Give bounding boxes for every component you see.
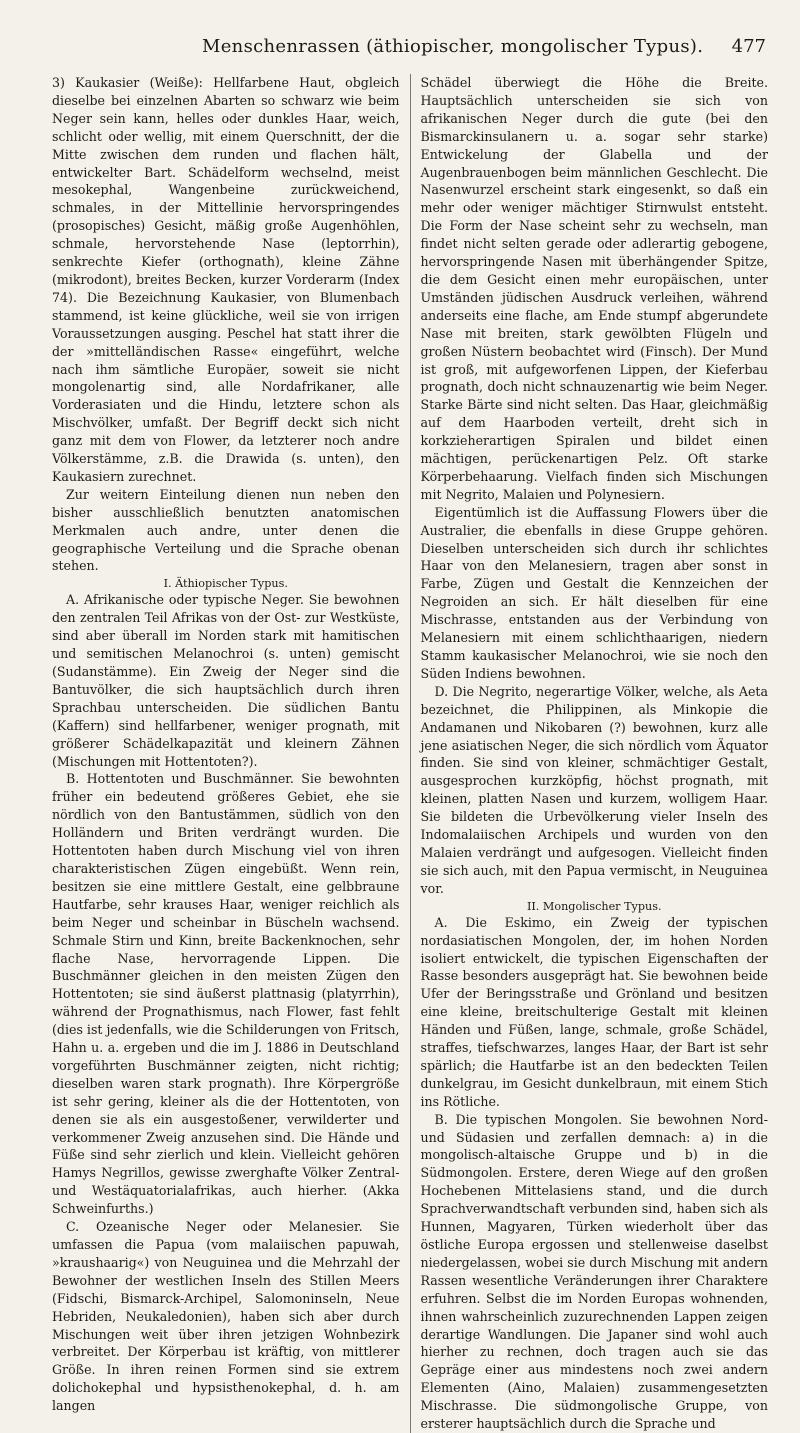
paragraph-hottentoten: B. Hottentoten und Buschmänner. Sie bewohnten früher ein bedeutend größeres Gebiet, ehe sie nördlich von den Bantustämmen, südlich von den Holländern und Briten verdrängt wurden. Die Hottentoten haben durch Mischung viel von ihren charakteristischen Zügen eingebüßt. Wenn rein, besitzen sie eine mittlere Gestalt, eine gelbbraune Hautfarbe, sehr krauses Haar, weniger reichlich als beim Neger und scheinbar in Büscheln wachsend. Schmale Stirn und Kinn, breite Backenknochen, sehr flache Nase, hervorragende Lippen. Die Buschmänner gleichen in den meisten Zügen den Hottentoten; sie sind äußerst plattnasig (platyrrhin), während der Prognathismus, nach Flower, fast fehlt (dies ist jedenfalls, wie die Schilderungen von Fritsch, Hahn u. a. ergeben und die im J. 1886 in Deutschland vorgeführten Buschmänner zeigten, nicht richtig; dieselben waren stark prognath). Ihre Körpergröße ist sehr gering, kleiner als die der Hottentoten, von denen sie als ein ausgestoßener, verwilderter und verkommener Zweig anzusehen sind. Die Hände und Füße sind sehr zierlich und klein. Vielleicht gehören Hamys Negrillos, gewisse zwerghafte Völker Zentral- und Westäquatorialafrikas, auch hierher. (Akka Schweinfurths.) bbox=[52, 771, 400, 1217]
page-header bbox=[52, 36, 768, 66]
paragraph-schaedel: Schädel überwiegt die Höhe die Breite. Hauptsächlich unterscheiden sie sich von afrikanischen Neger durch die gute (bei den Bismarckinsulanern u. a. sogar sehr starke) Entwickelung der Glabella und der Augenbrauenbogen beim männlichen Geschlecht. Die Nasenwurzel erscheint stark eingesenkt, so daß ein mehr oder weniger mächtiger Stirnwulst entsteht. Die Form der Nase scheint sehr zu wechseln, man findet nicht selten gerade oder adlerartig gebogene, hervorspringende Nasen mit überhängender Spitze, die dem Gesicht einen mehr europäischen, unter Umständen jüdischen Ausdruck verleihen, während anderseits eine flache, am Ende stumpf abgerundete Nase mit breiten, stark gewölbten Flügeln und großen Nüstern beobachtet wird (Finsch). Der Mund ist groß, mit aufgeworfenen Lippen, der Kieferbau prognath, doch nicht schnauzenartig wie beim Neger. Starke Bärte sind nicht selten. Das Haar, gleichmäßig auf dem Haarboden verteilt, dreht sich in korkzieherartigen Spiralen und bildet einen mächtigen, perückenartigen Pelz. Oft starke Körperbehaarung. Vielfach finden sich Mischungen mit Negrito, Malaien und Polynesiern. bbox=[420, 75, 768, 502]
paragraph-typische-mongolen: B. Die typischen Mongolen. Sie bewohnen Nord- und Südasien und zerfallen demnach: a) in die mongolisch-altaische Gruppe und b) in die Südmongolen. Erstere, deren Wiege auf den großen Hochebenen Mittelasiens stand, und die durch Sprachverwandtschaft verbunden sind, haben sich als Hunnen, Magyaren, Türken wiederholt über das östliche Europa ergossen und stellenweise daselbst niedergelassen, wobei sie durch Mischung mit andern Rassen wesentliche Veränderungen ihrer Charaktere erfuhren. Selbst die im Norden Europas wohnenden, ihnen wahrscheinlich zuzurechnenden Lappen zeigen derartige Wandlungen. Die Japaner sind wohl auch hierher zu rechnen, doch tragen auch sie das Gepräge einer aus mindestens noch zwei andern Elementen (Aino, Malaien) zusammengesetzten Mischrasse. Die südmongolische Gruppe, von ersterer hauptsächlich durch die Sprache und bbox=[420, 1111, 768, 1432]
text-columns bbox=[52, 74, 768, 1433]
paragraph-eskimo: A. Die Eskimo, ein Zweig der typischen nordasiatischen Mongolen, der, im hohen Norden isoliert entwickelt, die typischen Eigenschaften der Rasse besonders ausgeprägt hat. Sie bewohnen beide Ufer der Beringsstraße und Grönland und besitzen eine kleine, breitschulterige Gestalt mit kleinen Händen und Füßen, lange, schmale, große Schädel, straffes, tiefschwarzes, langes Haar, der Bart ist sehr spärlich; die Hautfarbe ist an den bedeckten Teilen dunkelgrau, im Gesicht dunkelbraun, mit einem Stich ins Rötliche. bbox=[420, 914, 768, 1109]
paragraph-kaukasier: 3) Kaukasier (Weiße): Hellfarbene Haut, obgleich dieselbe bei einzelnen Abarten so schwarz wie beim Neger sein kann, helles oder dunkles Haar, weich, schlicht oder wellig, mit einem Querschnitt, der die Mitte zwischen dem runden und flachen hält, entwickelter Bart. Schädelform wechselnd, meist mesokephal, Wangenbeine zurückweichend, schmales, in der Mittellinie hervorspringendes (prosopisches) Gesicht, mäßig große Augenhöhlen, schmale, hervorstehende Nase (leptorrhin), senkrechte Kiefer (orthognath), kleine Zähne (mikrodont), breites Becken, kurzer Vorderarm (Index 74). Die Bezeichnung Kaukasier, von Blumenbach stammend, ist keine glückliche, weil sie von irrigen Voraussetzungen ausging. Peschel hat statt ihrer die der »mittelländischen Rasse« eingeführt, welche nach ihm sämtliche Europäer, soweit sie nicht mongolenartig sind, alle Nordafrikaner, alle Vorderasiaten und die Hindu, letztere schon als Mischvölker, umfaßt. Der Begriff deckt sich nicht ganz mit dem von Flower, da letzterer noch andre Völkerstämme, z.B. die Drawida (s. unten), den Kaukasiern zurechnet. bbox=[52, 75, 400, 484]
paragraph-negrito: D. Die Negrito, negerartige Völker, welche, als Aeta bezeichnet, die Philippinen, als Minkopie die Andamanen und Nikobaren (?) bewohnen, kurz alle jene asiatischen Neger, die sich nördlich vom Äquator finden. Sie sind von kleiner, schmächtiger Gestalt, ausgesprochen kurzköpfig, höchst prognath, mit kleinen, platten Nasen und kurzem, wolligem Haar. Sie bildeten die Urbevölkerung vieler Inseln des Indomalaiischen Archipels und wurden von den Malaien verdrängt und aufgesogen. Vielleicht finden sie sich auch, mit den Papua vermischt, in Neuguinea vor. bbox=[420, 683, 768, 896]
right-column bbox=[410, 74, 769, 1433]
running-title: Menschenrassen (äthiopischer, mongolischer Typus). bbox=[202, 36, 704, 57]
section-heading-mongolischer-typus: II. Mongolischer Typus. bbox=[526, 899, 662, 913]
left-column bbox=[52, 74, 410, 1433]
paragraph-australier: Eigentümlich ist die Auffassung Flowers über die Australier, die ebenfalls in diese Gruppe gehören. Dieselben unterscheiden sich durch ihr schlichtes Haar von den Melanesiern, tragen aber sonst in Farbe, Zügen und Gestalt die Kennzeichen der Negroiden an sich. Er hält dieselben für eine Mischrasse, entstanden aus der Verbindung von Melanesiern mit einem schlichthaarigen, niedern Stamm kaukasischer Melanochroi, wie sie noch den Süden Indiens bewohnen. bbox=[420, 504, 768, 681]
paragraph-afrikanische-neger: A. Afrikanische oder typische Neger. Sie bewohnen den zentralen Teil Afrikas von der Ost- zur Westküste, sind aber überall im Norden stark mit hamitischen und semitischen Melanochroi (s. unten) gemischt (Sudanstämme). Ein Zweig der Neger sind die Bantuvölker, die sich hauptsächlich durch ihren Sprachbau unterscheiden. Die südlichen Bantu (Kaffern) sind hellfarbener, weniger prognath, mit größerer Schädelkapazität und kleinern Zähnen (Mischungen mit Hottentoten?). bbox=[52, 592, 400, 769]
paragraph-einteilung: Zur weitern Einteilung dienen nun neben den bisher ausschließlich benutzten anatomischen Merkmalen auch andre, unter denen die geographische Verteilung und die Sprache obenan stehen. bbox=[52, 486, 400, 574]
paragraph-melanesier: C. Ozeanische Neger oder Melanesier. Sie umfassen die Papua (vom malaiischen papuwah, »kraushaarig«) von Neuguinea und die Mehrzahl der Bewohner der westlichen Inseln des Stillen Meers (Fidschi, Bismarck-Archipel, Salomoninseln, Neue Hebriden, Neukaledonien), haben sich aber durch Mischungen weit über ihren jetzigen Wohnbezirk verbreitet. Der Körperbau ist kräftig, von mittlerer Größe. In ihren reinen Formen sind sie extrem dolichokephal und hypsisthenokephal, d. h. am langen bbox=[52, 1219, 400, 1414]
section-heading-aethiopischer-typus: I. Äthiopischer Typus. bbox=[163, 577, 288, 591]
page-number: 477 bbox=[731, 36, 766, 57]
